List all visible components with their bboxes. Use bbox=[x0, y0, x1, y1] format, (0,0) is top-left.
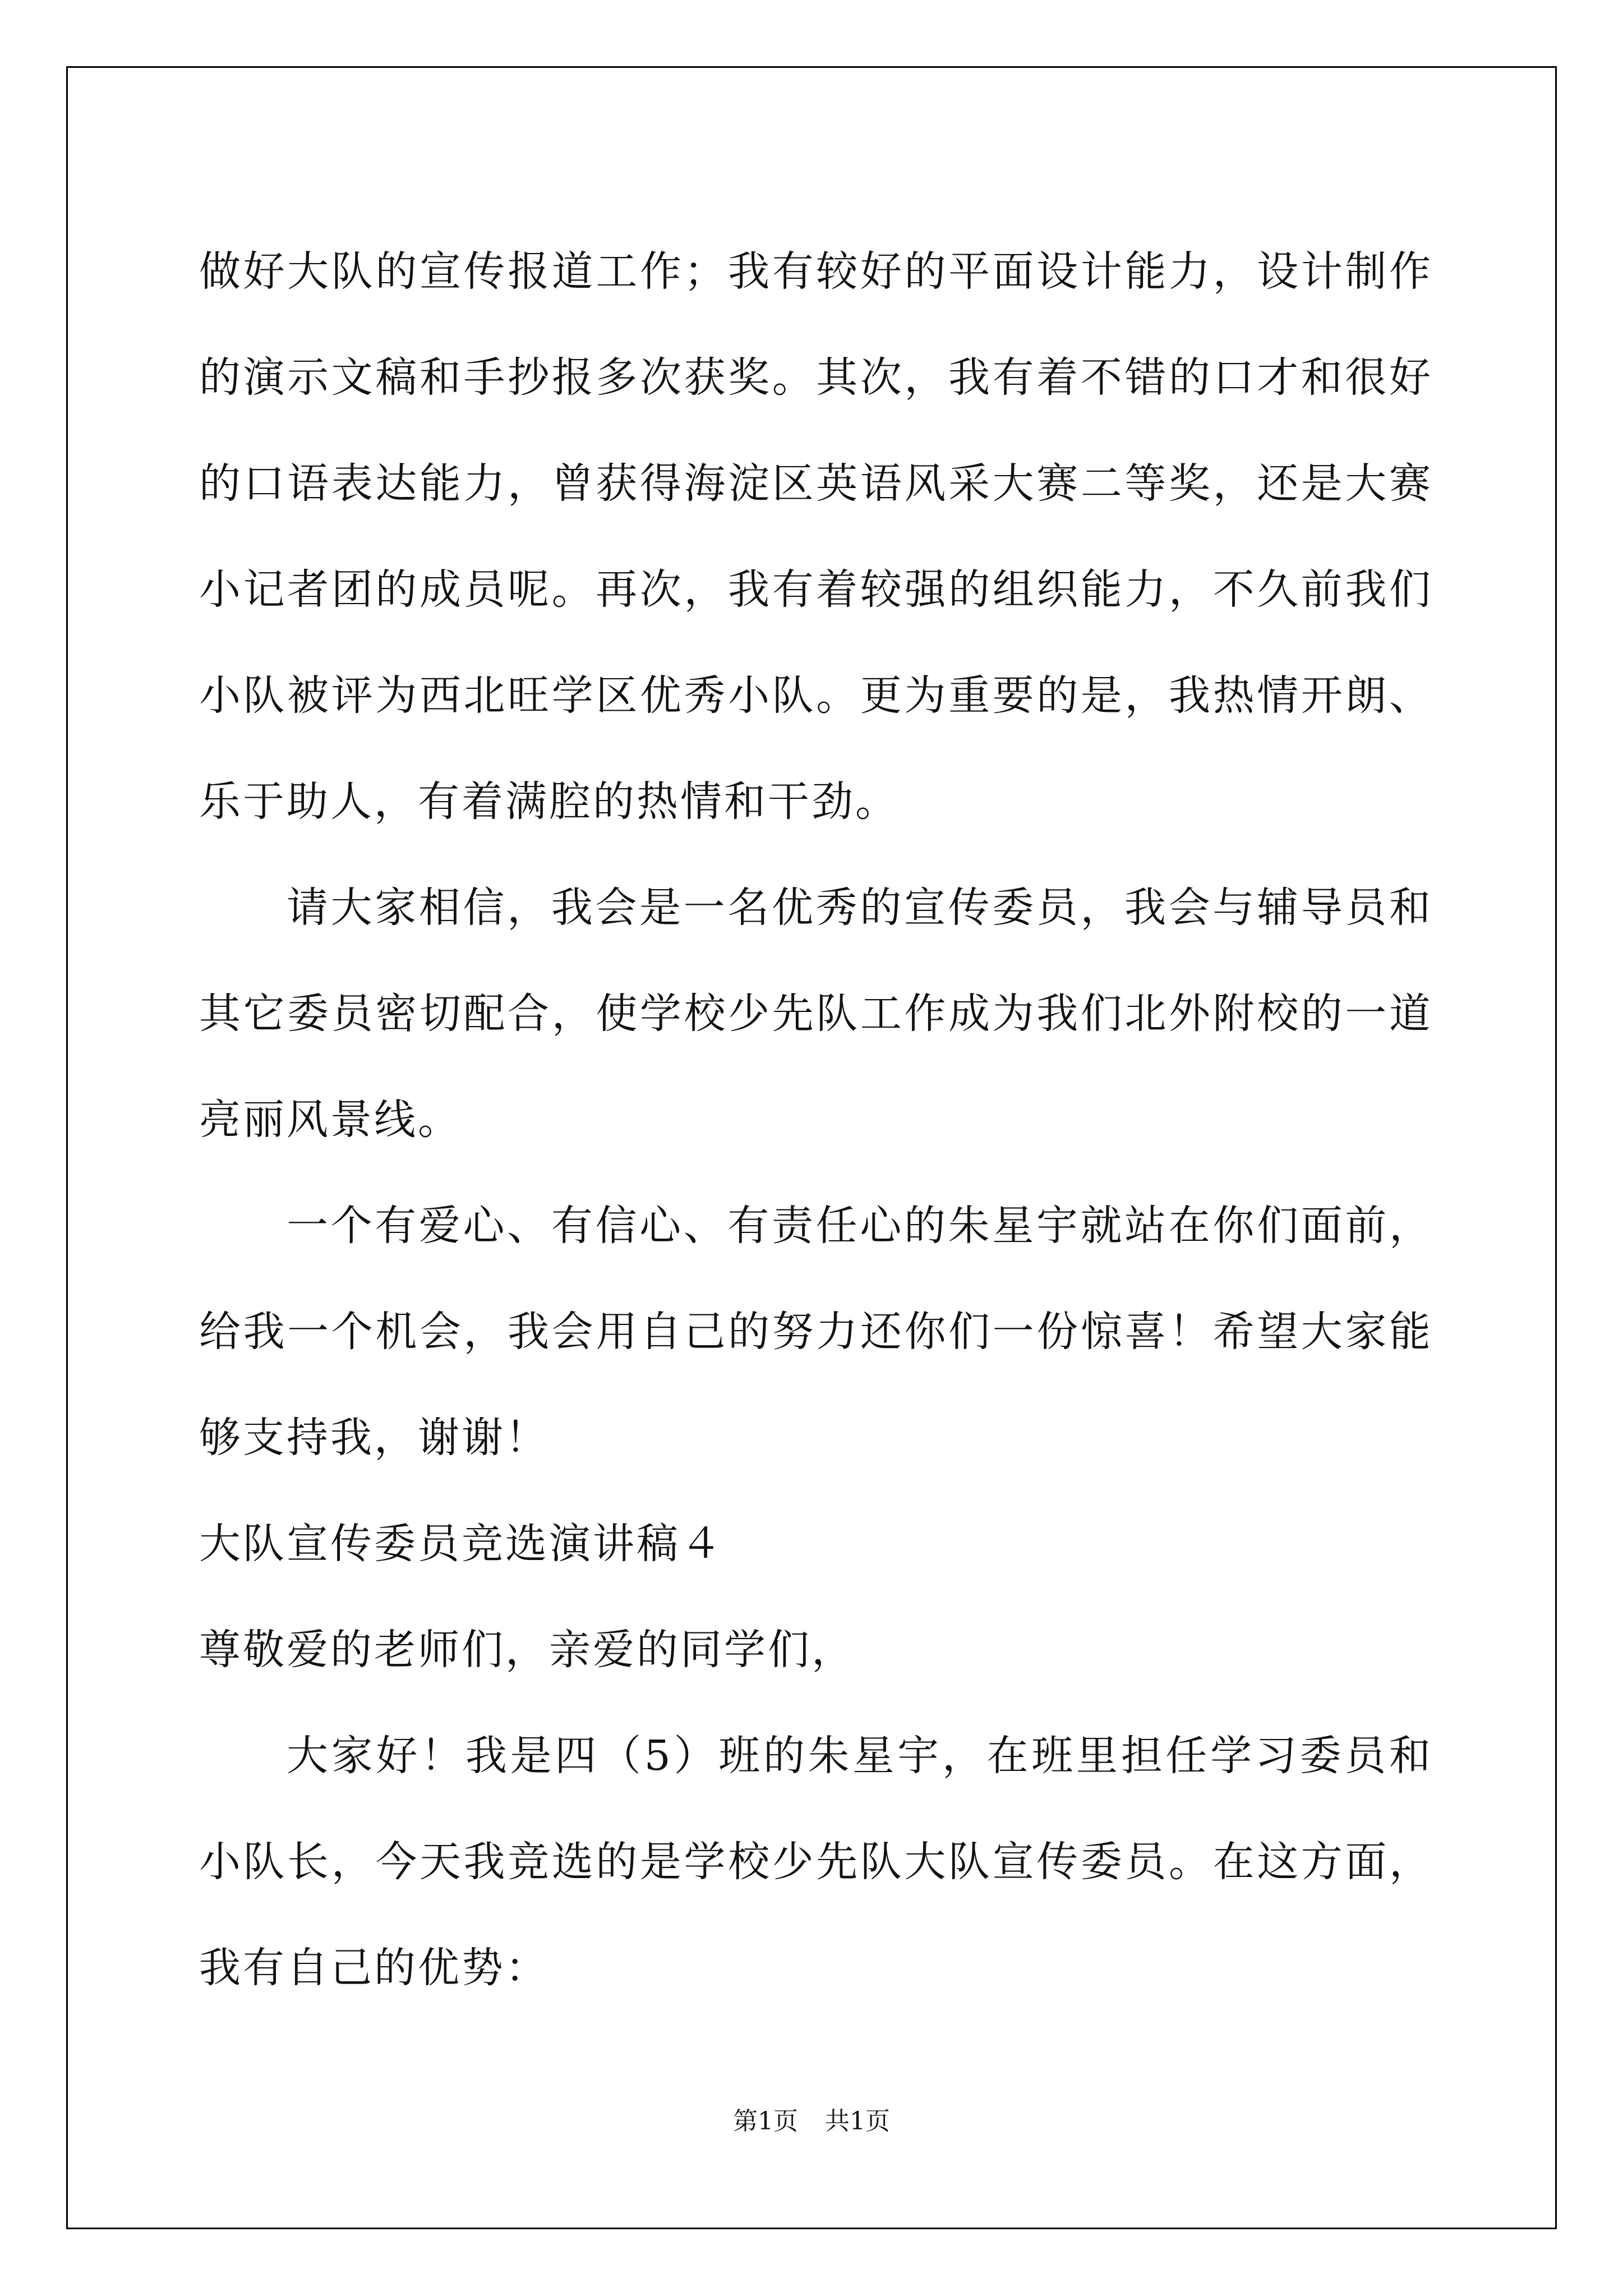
page-footer bbox=[0, 2105, 1623, 2138]
paragraph-2: 请大家相信，我会是一名优秀的宣传委员，我会与辅导员和其它委员密切配合，使学校少先队工作成为我们北外附校的一道亮丽风景线。 bbox=[199, 884, 1433, 1144]
page-number: 第1页 bbox=[733, 2107, 798, 2136]
salutation: 尊敬爱的老师们，亲爱的同学们， bbox=[199, 1626, 855, 1674]
document-body bbox=[199, 219, 1433, 2021]
section-heading: 大队宣传委员竞选演讲稿４ bbox=[199, 1520, 724, 1568]
page-total: 共1页 bbox=[825, 2107, 890, 2136]
paragraph-4: 大家好！我是四（5）班的朱星宇，在班里担任学习委员和小队长，今天我竞选的是学校少先队大队宣传委员。在这方面，我有自己的优势： bbox=[199, 1732, 1433, 1992]
paragraph-1: 做好大队的宣传报道工作；我有较好的平面设计能力，设计制作的演示文稿和手抄报多次获奖。其次，我有着不错的口才和很好的口语表达能力，曾获得海淀区英语风采大赛二等奖，还是大赛小记者团的成员呢。再次，我有着较强的组织能力，不久前我们小队被评为西北旺学区优秀小队。更为重要的是，我热情开朗、乐于助人，有着满腔的热情和干劲。 bbox=[199, 247, 1433, 826]
paragraph-3: 一个有爱心、有信心、有责任心的朱星宇就站在你们面前，给我一个机会，我会用自己的努力还你们一份惊喜！希望大家能够支持我，谢谢！ bbox=[199, 1202, 1433, 1462]
